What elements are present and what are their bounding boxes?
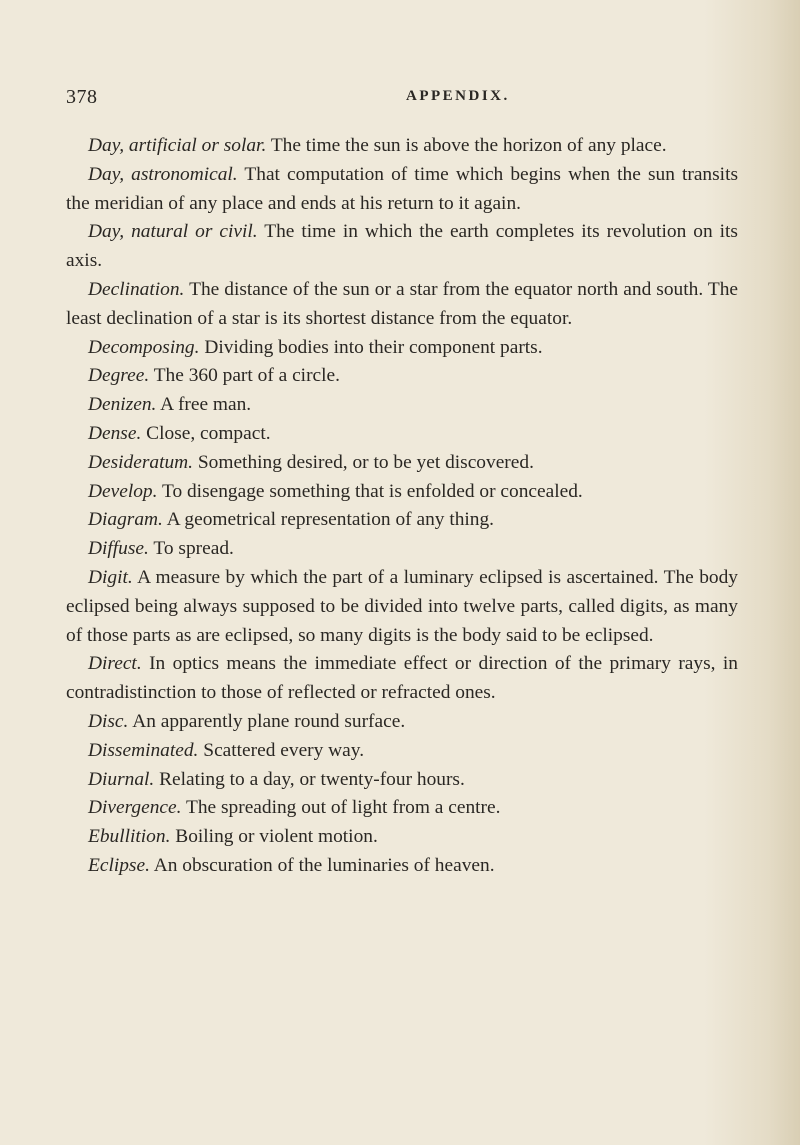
entry-definition: To disengage something that is enfolded or concealed. xyxy=(161,480,583,502)
entry-definition: An obscuration of the luminaries of heaven. xyxy=(153,854,495,876)
entry-term: Denizen. xyxy=(88,394,157,416)
glossary-entry xyxy=(66,766,738,795)
glossary-entry xyxy=(66,823,738,852)
entry-term: Day, artificial or solar. xyxy=(88,135,267,156)
entry-term: Diurnal. xyxy=(88,768,155,790)
entry-definition: A geometrical representation of any thing. xyxy=(166,509,495,531)
glossary-entry xyxy=(66,276,738,334)
entry-term: Disc. xyxy=(88,710,129,732)
entry-definition: Something desired, or to be yet discovered. xyxy=(197,451,534,473)
entry-definition: The 360 part of a circle. xyxy=(153,365,340,387)
glossary-entry xyxy=(66,737,738,766)
glossary-entry xyxy=(66,564,738,650)
glossary-entry xyxy=(66,852,738,881)
glossary-entry xyxy=(66,650,738,708)
entry-term: Dense. xyxy=(88,422,142,444)
entry-definition: Dividing bodies into their component parts. xyxy=(204,336,543,358)
entry-definition: Scattered every way. xyxy=(203,739,365,761)
entry-term: Day, astronomical. xyxy=(88,163,238,185)
glossary-entry xyxy=(66,708,738,737)
entry-term: Disseminated. xyxy=(88,739,199,761)
entry-definition: An apparently plane round surface. xyxy=(132,710,406,732)
entry-definition: That computation of time which begins when the sun transits the meridian of any place and ends at his return to it again. xyxy=(66,163,738,214)
entry-term: Declination. xyxy=(88,278,185,300)
entry-term: Digit. xyxy=(88,566,133,588)
glossary-entry xyxy=(66,535,738,564)
entry-term: Diffuse. xyxy=(88,538,149,560)
page-header xyxy=(66,86,766,116)
glossary-entry xyxy=(66,132,738,161)
glossary-entry xyxy=(66,362,738,391)
entry-term: Day, natural or civil. xyxy=(88,221,258,243)
entry-definition: Boiling or violent motion. xyxy=(175,826,378,848)
entry-term: Eclipse. xyxy=(88,854,150,876)
entry-term: Desideratum. xyxy=(88,451,194,473)
entry-definition: The spreading out of light from a centre. xyxy=(186,797,501,819)
entry-term: Ebullition. xyxy=(88,826,171,848)
glossary-entry xyxy=(66,161,738,219)
entry-definition: The distance of the sun or a star from the equator north and south. The least declination of a star is its shortest distance from the equator. xyxy=(66,278,739,329)
entry-definition: A free man. xyxy=(160,394,252,416)
entry-definition: The time the sun is above the horizon of any place. xyxy=(270,135,667,156)
glossary-entry xyxy=(66,218,738,276)
glossary-entry xyxy=(66,478,738,507)
entry-term: Develop. xyxy=(88,480,158,502)
glossary-entry xyxy=(66,391,738,420)
entry-definition: To spread. xyxy=(153,538,234,560)
page-number: 378 xyxy=(66,86,98,108)
entry-definition: A measure by which the part of a luminary eclipsed is ascertained. The body eclipsed being always supposed to be divided into twelve parts, called digits, as many of those parts as are eclipsed, so many digits is the body said to be eclipsed. xyxy=(66,566,738,646)
glossary-entry xyxy=(66,506,738,535)
glossary-entries xyxy=(66,132,738,881)
entry-term: Degree. xyxy=(88,365,150,387)
entry-term: Diagram. xyxy=(88,509,163,531)
entry-definition: Relating to a day, or twenty-four hours. xyxy=(159,768,465,790)
entry-definition: Close, compact. xyxy=(146,422,271,444)
entry-term: Decomposing. xyxy=(88,336,200,358)
glossary-entry xyxy=(66,449,738,478)
entry-definition: The time in which the earth completes its revolution on its axis. xyxy=(66,221,738,272)
entry-term: Divergence. xyxy=(88,797,182,819)
glossary-entry xyxy=(66,420,738,449)
entry-definition: In optics means the immediate effect or direction of the primary rays, in contradistinction to those of reflected or refracted ones. xyxy=(66,653,738,704)
running-head: APPENDIX. xyxy=(406,88,510,104)
glossary-entry xyxy=(66,794,738,823)
glossary-entry xyxy=(66,334,738,363)
entry-term: Direct. xyxy=(88,653,142,675)
